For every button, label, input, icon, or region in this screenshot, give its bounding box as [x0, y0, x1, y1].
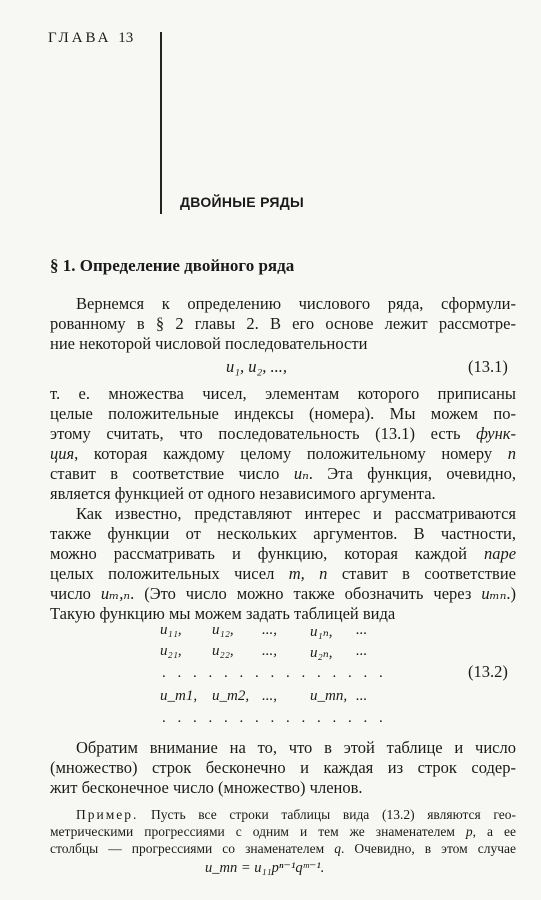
- paragraph-line: Такую функцию мы можем задать таблицей вида: [50, 604, 396, 623]
- matrix-cell: ...,: [262, 622, 277, 638]
- matrix-cell: ...,: [262, 643, 277, 659]
- matrix-cell: u_m2,: [212, 688, 250, 704]
- example-line: Пример. Пусть все строки таблицы вида (13.2) являются гео-: [76, 807, 517, 822]
- example-line: метрическими прогрессиями с одним и тем же знаменателем p, а ее: [50, 824, 516, 839]
- paragraph-line: является функцией от одного независимого аргумента.: [50, 484, 436, 503]
- matrix-cell: ...: [356, 688, 368, 704]
- matrix-cell: ...: [356, 643, 368, 659]
- matrix-cell: u₂₂,: [212, 643, 234, 659]
- matrix-cell: u_mn,: [310, 688, 348, 704]
- emphasis: функ-: [476, 424, 516, 443]
- paragraph-line: можно рассматривать и функцию, которая каждой паре: [50, 544, 517, 563]
- matrix-cell: u₁₂,: [212, 622, 234, 638]
- equation-13-1: u₁, u₂, ...,: [226, 357, 287, 376]
- matrix-cell: u₁ₙ,: [310, 624, 333, 640]
- paragraph-line: жит бесконечное число (множество) членов.: [50, 778, 363, 797]
- chapter-label: ГЛАВА: [48, 30, 112, 46]
- matrix-cell: ...: [356, 622, 368, 638]
- paragraph-line: Как известно, представляют интерес и рассматриваются: [76, 504, 516, 523]
- vertical-rule: [160, 32, 162, 214]
- chapter-number: 13: [118, 30, 134, 46]
- emphasis: ция: [50, 444, 75, 463]
- matrix-cell: u₂ₙ,: [310, 645, 333, 661]
- paragraph-line: рованному в § 2 главы 2. В его основе лежит рассмотре-: [50, 314, 516, 333]
- equation-number: (13.1): [468, 357, 508, 376]
- paragraph-line: целых положительных чисел m, n ставит в соответствие: [50, 564, 516, 583]
- chapter-heading: [48, 30, 133, 47]
- paragraph-line: ция, которая каждому целому положительному номеру n: [50, 444, 517, 463]
- paragraph-line: Вернемся к определению числового ряда, сформули-: [76, 294, 516, 313]
- paragraph-line: также функции от нескольких аргументов. В частности,: [50, 524, 516, 543]
- paragraph-line: Обратим внимание на то, что в этой таблице и число: [76, 738, 516, 757]
- example-line: столбцы — прогрессиями со знаменателем q. Очевидно, в этом случае: [50, 841, 516, 856]
- matrix-cell: u₁₁,: [160, 622, 182, 638]
- paragraph-line: число uₘ,ₙ. (Это число можно также обозначить через uₘₙ.): [50, 584, 517, 603]
- matrix-cell: u_m1,: [160, 688, 198, 704]
- section-title: § 1. Определение двойного ряда: [50, 256, 295, 275]
- paragraph-line: целые положительные индексы (номера). Мы можем по-: [50, 404, 516, 423]
- example-label: Пример.: [76, 807, 139, 822]
- paragraph-line: этому считать, что последовательность (13.1) есть функ-: [50, 424, 516, 443]
- paragraph-line: ставит в соответствие число uₙ. Эта функция, очевидно,: [50, 464, 517, 483]
- matrix-cell: u₂₁,: [160, 643, 182, 659]
- paragraph-line: т. е. множества чисел, элементам которого приписаны: [50, 384, 516, 403]
- emphasis: паре: [483, 544, 517, 563]
- paragraph-line: (множество) строк бесконечно и каждая из строк содер-: [50, 758, 516, 777]
- example-formula: u_mn = u₁₁pⁿ⁻¹qᵐ⁻¹.: [205, 860, 325, 876]
- matrix-cell: ...,: [262, 688, 277, 704]
- chapter-title: ДВОЙНЫЕ РЯДЫ: [180, 194, 305, 210]
- equation-number: (13.2): [468, 662, 508, 681]
- paragraph-line: ние некоторой числовой последовательности: [50, 334, 368, 353]
- matrix-dots-row: . . . . . . . . . . . . . . .: [162, 710, 387, 726]
- matrix-dots-row: . . . . . . . . . . . . . . .: [162, 665, 387, 681]
